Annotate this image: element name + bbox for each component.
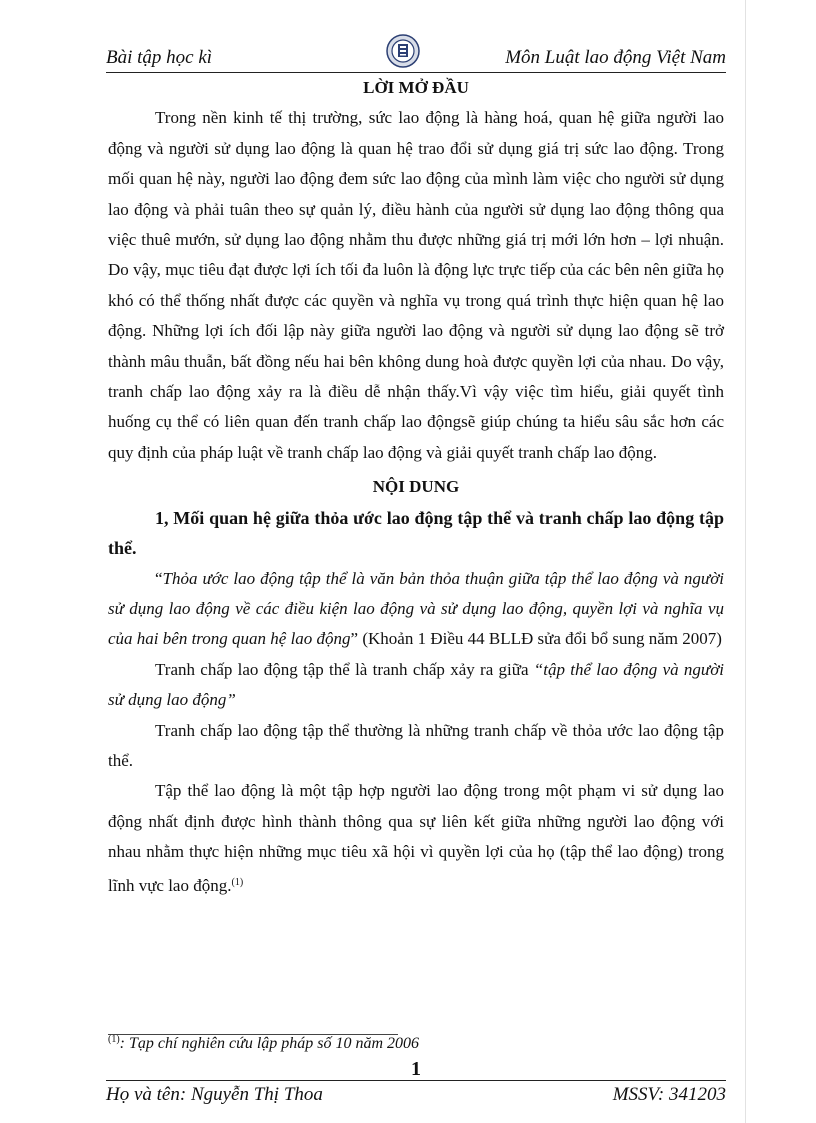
intro-paragraph: Trong nền kinh tế thị trường, sức lao động là hàng hoá, quan hệ giữa người lao động và người sử dụng lao động là quan hệ trao đổi sử dụng giá trị sức lao động. Trong mối quan hệ này, người lao động đem sức lao động của mình làm việc cho người sử dụng lao động và phải tuân theo sự quản lý, điều hành của người sử dụng lao động thông qua việc thuê mướn, sử dụng lao động nhằm thu được những giá trị mới lớn hơn – lợi nhuận. Do vậy, mục tiêu đạt được lợi ích tối đa luôn là động lực trực tiếp của các bên nên giữa họ khó có thể thống nhất được các quyền và nghĩa vụ trong quá trình thực hiện quan hệ lao động. Những lợi ích đối lập này giữa người lao động và người sử dụng lao động sẽ trở thành mâu thuẫn, bất đồng nếu hai bên không dung hoà được quyền lợi của nhau. Do vậy, tranh chấp lao động xảy ra là điều dễ nhận thấy.Vì vậy việc tìm hiểu, giải quyết tình huống cụ thể có liên quan đến tranh chấp lao độngsẽ giúp chúng ta hiểu sâu sắc hơn các quy định của pháp luật về tranh chấp lao động và giải quyết tranh chấp lao động.: [108, 108, 724, 462]
quote-paragraph: [108, 564, 724, 655]
quote-open-mark: “: [155, 568, 163, 588]
paragraph-2-text: Tranh chấp lao động tập thể là tranh chấp xảy ra giữa: [155, 659, 534, 679]
footnote-marker: (1): [108, 1034, 120, 1045]
paragraph-4: [108, 776, 724, 901]
footer-divider: [106, 1080, 726, 1081]
footer-left-text: Họ và tên: Nguyễn Thị Thoa: [106, 1084, 323, 1105]
section-heading: 1, Mối quan hệ giữa thỏa ước lao động tập thể và tranh chấp lao động tập thể.: [108, 507, 724, 559]
page-header: [106, 47, 726, 73]
footnote-text: : Tạp chí nghiên cứu lập pháp số 10 năm 2006: [119, 1035, 420, 1052]
quote-text: Thỏa ước lao động tập thể là văn bản thỏa thuận giữa tập thể lao động và người sử dụng lao động về các điều kiện lao động và sử dụng lao động, quyền lợi và nghĩa vụ của hai bên trong quan hệ lao động: [108, 568, 724, 649]
footnote: [108, 1034, 419, 1053]
paragraph-4-text: Tập thể lao động là một tập hợp người lao động trong một phạm vi sử dụng lao động nhất định được hình thành thông qua sự liên kết giữa những người lao động với nhau nhằm thực hiện những mục tiêu xã hội vì quyền lợi của họ (tập thể lao động) trong lĩnh vực lao động.: [108, 781, 724, 895]
quote-close-mark: ”: [350, 629, 359, 649]
header-left-text: Bài tập học kì: [106, 47, 213, 68]
page-footer: [106, 1084, 726, 1108]
page-edge: [745, 0, 746, 1123]
paragraph-2: [108, 655, 724, 716]
quote-source: (Khoản 1 Điều 44 BLLĐ sửa đổi bổ sung năm 2007): [358, 629, 722, 649]
footer-right-text: MSSV: 341203: [612, 1084, 726, 1105]
paragraph-3: Tranh chấp lao động tập thể thường là những tranh chấp về thỏa ước lao động tập thể.: [108, 720, 724, 770]
paragraph-2-quote: “tập thể lao động và người sử dụng lao động”: [108, 659, 724, 710]
page-number: 1: [411, 1058, 421, 1080]
footnote-reference: (1): [231, 876, 244, 888]
header-right-text: Môn Luật lao động Việt Nam: [505, 47, 726, 68]
document-body: [108, 73, 724, 901]
university-logo-icon: [386, 34, 420, 68]
content-title: NỘI DUNG: [372, 477, 460, 497]
intro-title: LỜI MỞ ĐẦU: [363, 78, 469, 97]
